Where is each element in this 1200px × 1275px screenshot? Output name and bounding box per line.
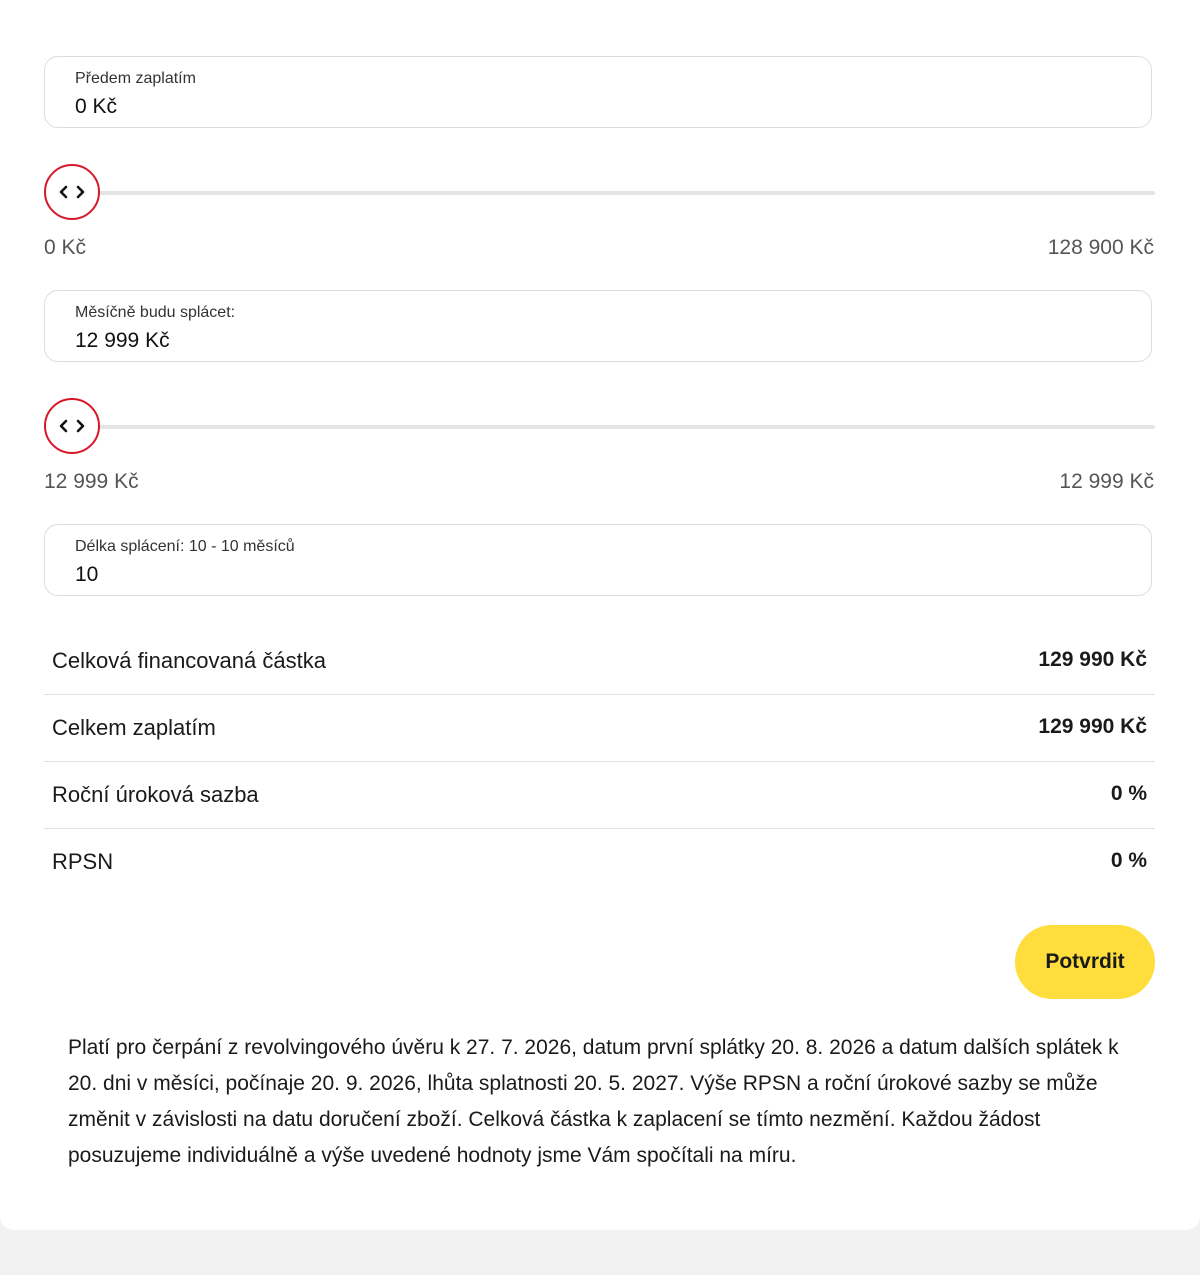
prepayment-input[interactable] [75, 95, 1075, 119]
prepayment-max-label: 128 900 Kč [1047, 236, 1154, 259]
monthly-payment-label: Měsíčně budu splácet: [75, 304, 236, 321]
duration-field[interactable] [44, 524, 1152, 596]
prepayment-slider-track[interactable] [44, 191, 1155, 195]
summary-row-total-payment [44, 695, 1155, 762]
financed-amount-label: Celková financovaná částka [52, 648, 326, 673]
confirm-button[interactable]: Potvrdit [1015, 925, 1155, 999]
prepayment-min-label: 0 Kč [44, 236, 87, 259]
monthly-min-label: 12 999 Kč [44, 470, 139, 493]
prepayment-slider-thumb[interactable] [44, 164, 100, 220]
monthly-payment-slider[interactable] [44, 398, 1155, 458]
chevrons-left-right-icon [59, 184, 85, 200]
disclaimer-text: Platí pro čerpání z revolvingového úvěru k 27. 7. 2026, datum první splátky 20. 8. 2026 a datum dalších splátek k 20. dni v měsíci, počínaje 20. 9. 2026, lhůta splatnosti 20. 5. 2027. Výše RPSN a roční úrokové sazby se může změnit v závislosti na datu doručení zboží. Celková částka k zaplacení se tímto nezmění. Každou žádost posuzujeme individuálně a výše uvedené hodnoty jsme Vám spočítali na míru. [68, 1036, 1119, 1167]
duration-label: Délka splácení: 10 - 10 měsíců [75, 538, 295, 555]
monthly-slider-thumb[interactable] [44, 398, 100, 454]
prepayment-slider[interactable] [44, 164, 1155, 224]
interest-rate-label: Roční úroková sazba [52, 782, 259, 807]
monthly-payment-field[interactable] [44, 290, 1152, 362]
summary-row-interest-rate [44, 762, 1155, 829]
prepayment-label: Předem zaplatím [75, 70, 196, 87]
summary-row-rpsn [44, 829, 1155, 896]
summary-row-financed-amount [44, 628, 1155, 695]
loan-summary [44, 628, 1155, 896]
total-payment-value: 129 990 Kč [1038, 715, 1147, 738]
total-payment-label: Celkem zaplatím [52, 715, 216, 740]
monthly-max-label: 12 999 Kč [1059, 470, 1154, 493]
prepayment-field[interactable] [44, 56, 1152, 128]
monthly-payment-input[interactable] [75, 329, 1075, 353]
rpsn-label: RPSN [52, 849, 114, 874]
chevrons-left-right-icon [59, 418, 85, 434]
duration-input[interactable] [75, 563, 1075, 587]
rpsn-value: 0 % [1110, 849, 1147, 872]
interest-rate-value: 0 % [1110, 782, 1147, 805]
monthly-slider-track[interactable] [44, 425, 1155, 429]
financed-amount-value: 129 990 Kč [1038, 648, 1147, 671]
